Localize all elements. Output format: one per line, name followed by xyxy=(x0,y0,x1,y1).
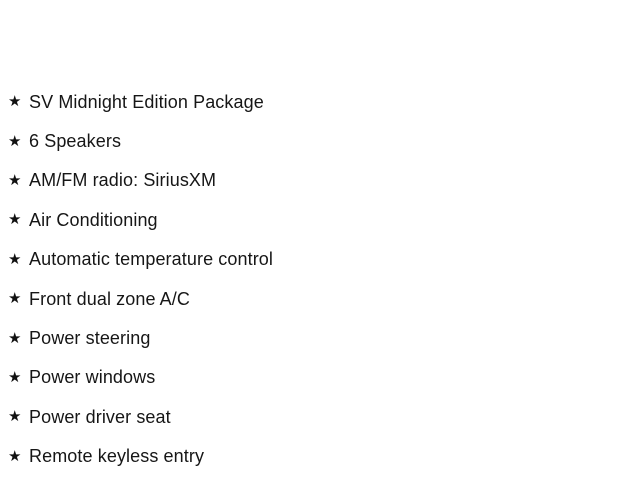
star-bullet-icon: ★ xyxy=(8,93,22,111)
feature-item xyxy=(8,200,640,239)
feature-label: Front dual zone A/C xyxy=(29,288,190,309)
feature-label: AM/FM radio: SiriusXM xyxy=(29,170,217,191)
star-bullet-icon: ★ xyxy=(8,250,22,268)
feature-item xyxy=(8,397,640,436)
star-bullet-icon: ★ xyxy=(8,408,22,426)
feature-label: Power driver seat xyxy=(29,406,171,427)
feature-label: Automatic temperature control xyxy=(29,249,274,270)
features-list xyxy=(8,82,640,476)
feature-label: 6 Speakers xyxy=(29,131,122,152)
feature-item xyxy=(8,358,640,397)
star-bullet-icon: ★ xyxy=(8,171,22,189)
feature-label: Air Conditioning xyxy=(29,209,158,230)
feature-item xyxy=(8,161,640,200)
star-bullet-icon: ★ xyxy=(8,368,22,386)
feature-label: Power steering xyxy=(29,328,151,349)
star-bullet-icon: ★ xyxy=(8,290,22,308)
feature-item xyxy=(8,279,640,318)
star-bullet-icon: ★ xyxy=(8,329,22,347)
feature-item xyxy=(8,240,640,279)
feature-item xyxy=(8,82,640,121)
star-bullet-icon: ★ xyxy=(8,132,22,150)
feature-item xyxy=(8,121,640,160)
feature-item xyxy=(8,318,640,357)
feature-label: Remote keyless entry xyxy=(29,446,205,467)
star-bullet-icon: ★ xyxy=(8,447,22,465)
feature-label: Power windows xyxy=(29,367,156,388)
star-bullet-icon: ★ xyxy=(8,211,22,229)
feature-item xyxy=(8,437,640,476)
feature-label: SV Midnight Edition Package xyxy=(29,91,264,112)
